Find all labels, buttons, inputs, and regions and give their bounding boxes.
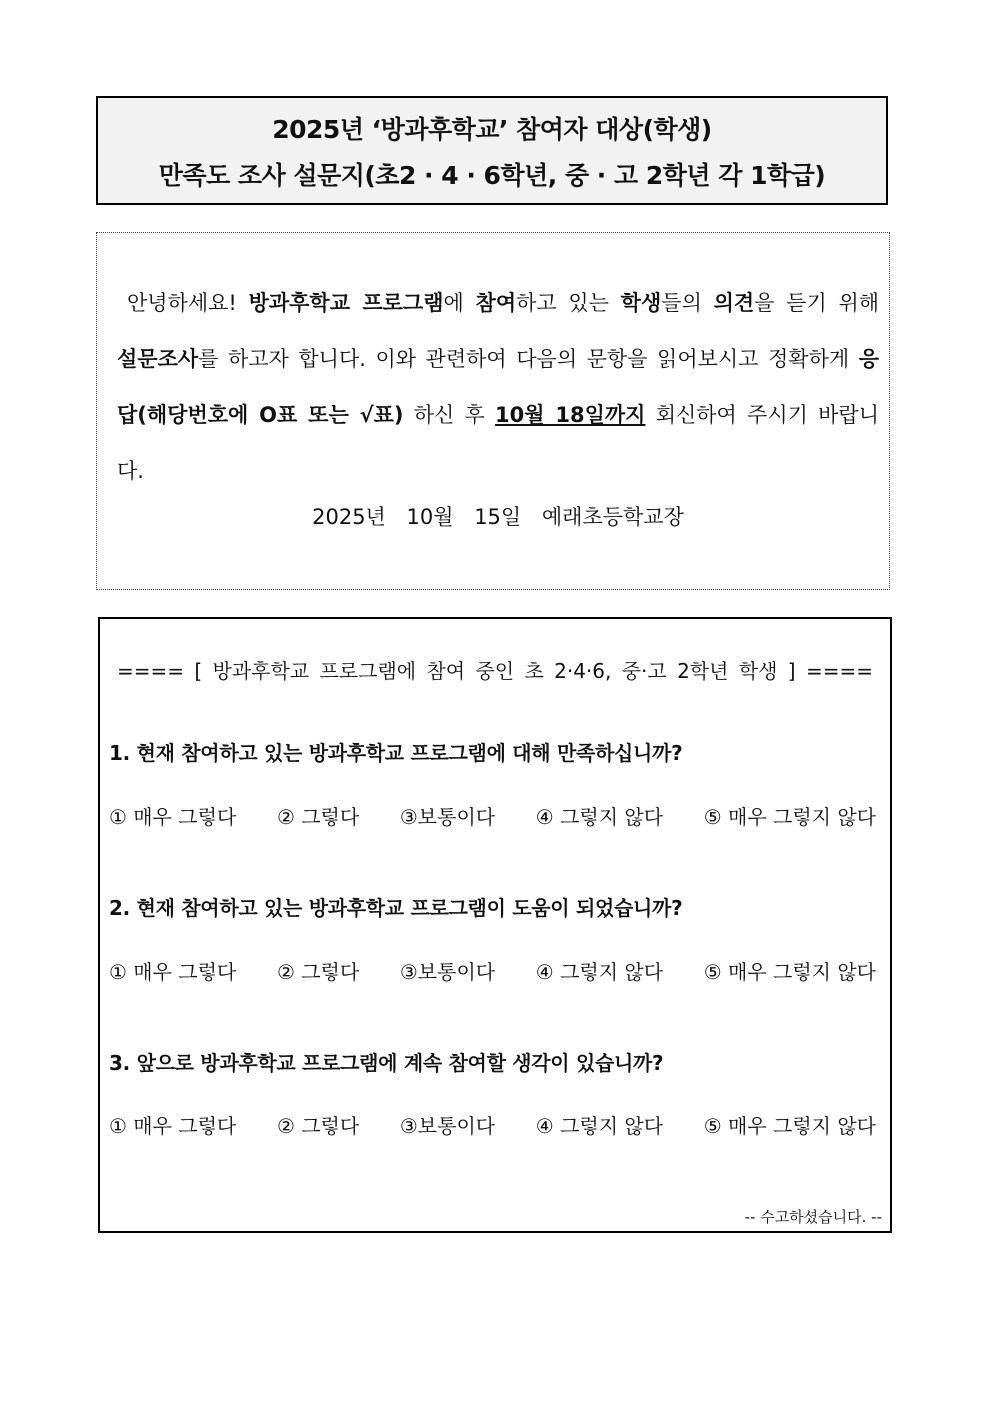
intro-text: 를 하고자 합니다. 이와 관련하여 다음의 문항을 읽어보시고 정확하게 [198,347,859,371]
option-2[interactable]: ② 그렇다 [276,805,360,829]
question-2-options [109,956,876,985]
title-box [96,96,888,205]
option-3[interactable]: ③보통이다 [399,960,496,984]
intro-deadline: 10월 18일까지 [495,403,646,427]
intro-text: 하신 후 [403,403,496,427]
intro-text: 회신하여 주시기 바랍니다. [117,403,879,483]
option-1[interactable]: ① 매우 그렇다 [109,805,237,829]
option-5[interactable]: ⑤ 매우 그렇지 않다 [703,805,876,829]
intro-box [96,232,890,590]
intro-bold: 응답(해당번호에 O표 또는 √표) [117,347,879,427]
intro-bold: 의견 [713,291,755,315]
question-1-options [109,801,876,830]
intro-text: 들의 [661,291,714,315]
option-4[interactable]: ④ 그렇지 않다 [535,1114,664,1138]
intro-bold: 설문조사 [117,347,199,371]
intro-date-signature: 2025년 10월 15일 예래초등학교장 [312,505,684,529]
question-1: 1. 현재 참여하고 있는 방과후학교 프로그램에 대해 만족하십니까? [109,741,683,765]
option-3[interactable]: ③보통이다 [399,805,496,829]
option-4[interactable]: ④ 그렇지 않다 [535,805,664,829]
option-2[interactable]: ② 그렇다 [276,960,360,984]
intro-text: 에 [443,291,476,315]
question-3: 3. 앞으로 방과후학교 프로그램에 계속 참여할 생각이 있습니까? [109,1051,664,1075]
option-2[interactable]: ② 그렇다 [276,1114,360,1138]
intro-text: 하고 있는 [516,291,621,315]
intro-text: 을 듣기 위해 [754,291,880,315]
survey-header: ==== [ 방과후학교 프로그램에 참여 중인 초 2·4·6, 중·고 2학년 학생 ] ==== [116,659,873,683]
option-4[interactable]: ④ 그렇지 않다 [535,960,664,984]
intro-text: 안녕하세요! [127,291,249,315]
option-1[interactable]: ① 매우 그렇다 [109,960,237,984]
intro-paragraph [117,275,879,499]
title-line-1: 2025년 ‘방과후학교’ 참여자 대상(학생) [272,114,712,144]
closing-note: -- 수고하셨습니다. -- [744,1208,882,1226]
intro-bold: 방과후학교 프로그램 [248,291,444,315]
option-5[interactable]: ⑤ 매우 그렇지 않다 [703,1114,876,1138]
option-3[interactable]: ③보통이다 [399,1114,496,1138]
intro-bold: 학생 [620,291,662,315]
intro-bold: 참여 [475,291,517,315]
title-line-2: 만족도 조사 설문지(초2 · 4 · 6학년, 중 · 고 2학년 각 1학급) [158,160,826,190]
survey-box [98,617,892,1233]
question-3-options [109,1110,876,1139]
option-5[interactable]: ⑤ 매우 그렇지 않다 [703,960,876,984]
question-2: 2. 현재 참여하고 있는 방과후학교 프로그램이 도움이 되었습니까? [109,896,683,920]
option-1[interactable]: ① 매우 그렇다 [109,1114,237,1138]
